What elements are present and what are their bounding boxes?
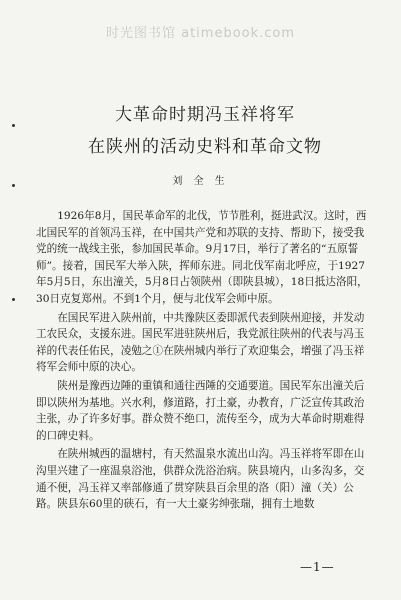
- article-title-line-2: 在陕州的活动史料和革命文物: [88, 137, 322, 157]
- author: 刘 全 生: [172, 176, 229, 187]
- paragraph: 1926年8月，国民革命军的北伐，节节胜利，挺进武汉。这时，西北国民军的首领冯玉祥，在中国共产党和苏联的支持、帮助下，接受我党的统一战线主张，参加国民革命。9月17日，举行了著名的“五原誓师”。接着，国民军大举入陕，挥师东进。同北伐军南北呼应，于1927年5月5日，东出潼关，5月8日占领陕州（即陕县城），18日抵达洛阳，30日克复郑州。不到1个月，便与北伐军会师中原。: [36, 210, 368, 305]
- article-body: [36, 208, 368, 513]
- page-number: —1—: [300, 560, 335, 574]
- paragraph: 在陕州城西的温塘村，有天然温泉水流出山沟。冯玉祥将军即在山沟里兴建了一座温泉浴池，供群众洗浴治病。陕县境内，山多沟多，交通不便，冯玉祥又率部修通了贯穿陕县百余里的洛（阳）潼（关）公路。陕县东60里的硖石，有一大土豪劣绅张瑞，拥有土地数: [36, 448, 365, 511]
- paragraph: 在国民军进入陕州前，中共豫陕区委即派代表到陕州迎接，并发动工农民众，支援东进。国民军进驻陕州后，我党派往陕州的代表与冯玉祥的代表任佑民，凌勉之①在陕州城内举行了欢迎集会，增强了冯玉祥将军会师中原的决心。: [36, 311, 365, 374]
- article-title-line-1: 大革命时期冯玉祥将军: [115, 105, 295, 125]
- scan-speck: [12, 298, 15, 301]
- paragraph: 陕州是豫西边陲的重镇和通往西陲的交通要道。国民军东出潼关后即以陕州为基地。兴水利，修道路，打土豪，办教育，广泛宣传其政治主张，办了许多好事。群众赞不绝口，流传至今，成为大革命时期难得的口碑史料。: [36, 379, 365, 442]
- scan-speck: [12, 124, 15, 127]
- watermark: 时光图书馆 atimebook.com: [105, 26, 296, 41]
